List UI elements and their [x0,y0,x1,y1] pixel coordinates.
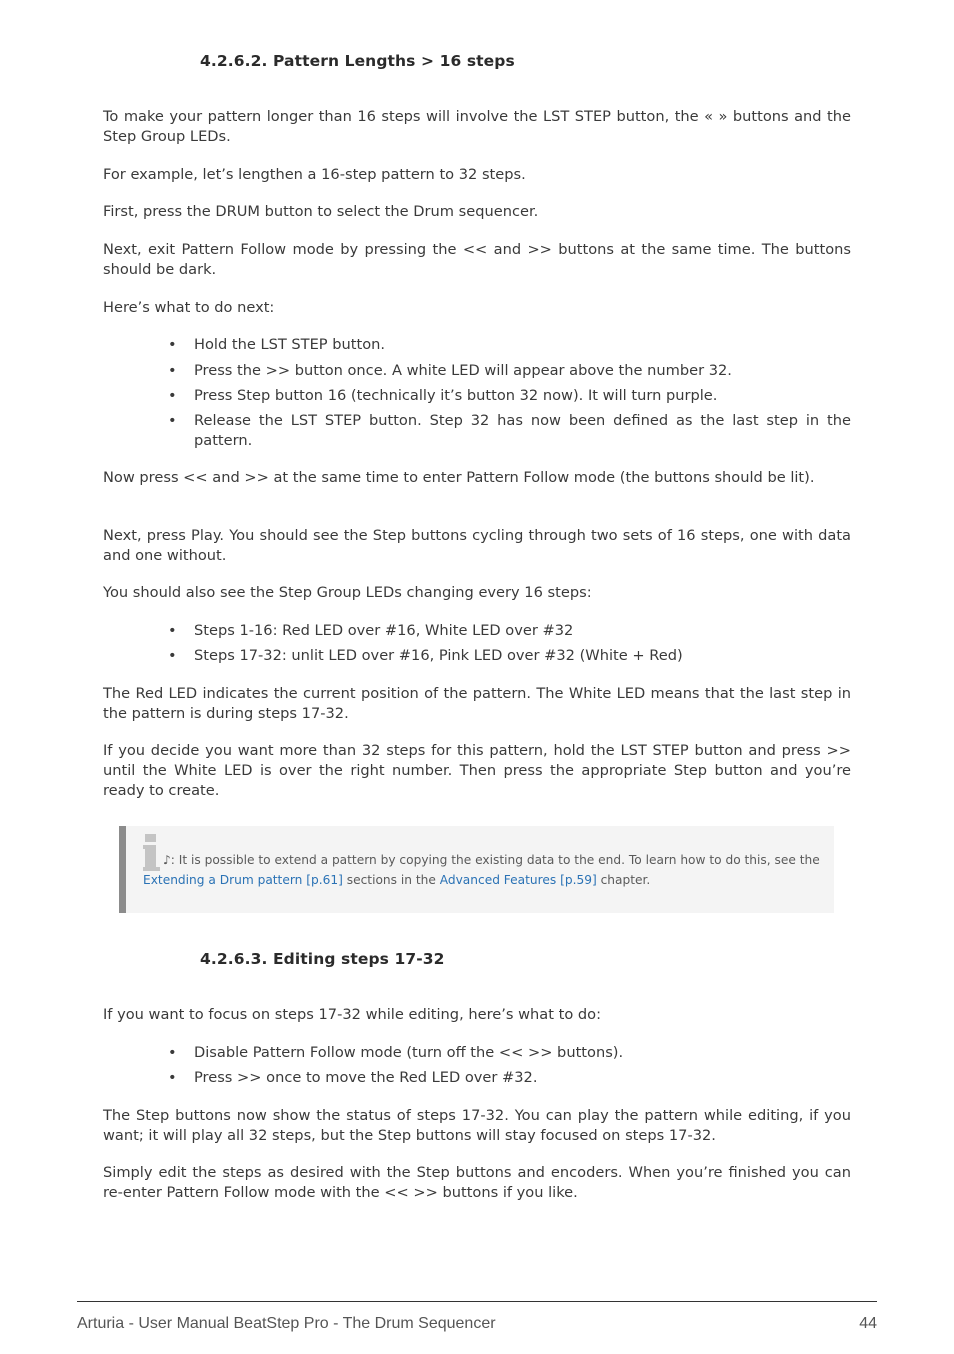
paragraph: If you decide you want more than 32 steps for this pattern, hold the LST STEP button and press >> until the White LED is over the right number. Then press the appropriate Step button and you’re ready to create. [103,742,851,799]
note-text-part: chapter. [600,873,651,887]
info-note-box [119,826,834,913]
list-item: Press the >> button once. A white LED will appear above the number 32. [194,362,732,379]
list-item: Disable Pattern Follow mode (turn off the << >> buttons). [194,1044,624,1061]
footer-title: Arturia - User Manual BeatStep Pro - The Drum Sequencer [77,1315,496,1332]
list-item: Steps 17-32: unlit LED over #16, Pink LED over #32 (White + Red) [194,647,683,664]
paragraph: The Red LED indicates the current position of the pattern. The White LED means that the last step in the pattern is during steps 17-32. [103,685,851,722]
paragraph: To make your pattern longer than 16 steps will involve the LST STEP button, the « » buttons and the Step Group LEDs. [103,108,851,145]
paragraph: The Step buttons now show the status of steps 17-32. You can play the pattern while editing, if you want; it will play all 32 steps, but the Step buttons will stay focused on steps 17-32. [103,1107,851,1144]
list-item: Hold the LST STEP button. [194,336,386,353]
bullet-marker: • [168,1044,177,1061]
note-text-part: sections in the [346,873,436,887]
bullet-marker: • [168,412,177,429]
paragraph: Now press << and >> at the same time to enter Pattern Follow mode (the buttons should be lit). [103,469,815,486]
list-item: Release the LST STEP button. Step 32 has now been defined as the last step in the pattern. [194,412,851,449]
footer-divider [77,1301,877,1302]
paragraph: First, press the DRUM button to select the Drum sequencer. [103,203,539,220]
paragraph: Next, press Play. You should see the Step buttons cycling through two sets of 16 steps, one with data and one without. [103,527,851,564]
link-advanced-features[interactable]: Advanced Features [p.59] [439,873,597,887]
bullet-marker: • [168,647,177,664]
paragraph: If you want to focus on steps 17-32 while editing, here’s what to do: [103,1006,601,1023]
bullet-marker: • [168,622,177,639]
bullet-marker: • [168,387,177,404]
section-heading-pattern-lengths: 4.2.6.2. Pattern Lengths > 16 steps [200,52,515,70]
paragraph: For example, let’s lengthen a 16-step pattern to 32 steps. [103,166,526,183]
paragraph: Simply edit the steps as desired with the Step buttons and encoders. When you’re finished you can re-enter Pattern Follow mode with the << >> buttons if you like. [103,1164,851,1201]
link-extending-drum-pattern[interactable]: Extending a Drum pattern [p.61] [143,873,343,887]
note-text-part: ♪: It is possible to extend a pattern by copying the existing data to the end. To learn how to do this, see the [163,853,820,867]
paragraph: Here’s what to do next: [103,299,275,316]
list-item: Steps 1-16: Red LED over #16, White LED over #32 [194,622,574,639]
list-item: Press Step button 16 (technically it’s button 32 now). It will turn purple. [194,387,718,404]
bullet-marker: • [168,362,177,379]
bullet-marker: • [168,336,177,353]
bullet-marker: • [168,1069,177,1086]
list-item: Press >> once to move the Red LED over #32. [194,1069,538,1086]
note-text [143,850,823,890]
paragraph: You should also see the Step Group LEDs changing every 16 steps: [103,584,592,601]
page-number: 44 [859,1315,877,1332]
section-heading-editing-steps: 4.2.6.3. Editing steps 17-32 [200,950,445,968]
paragraph: Next, exit Pattern Follow mode by pressing the << and >> buttons at the same time. The buttons should be dark. [103,241,851,278]
